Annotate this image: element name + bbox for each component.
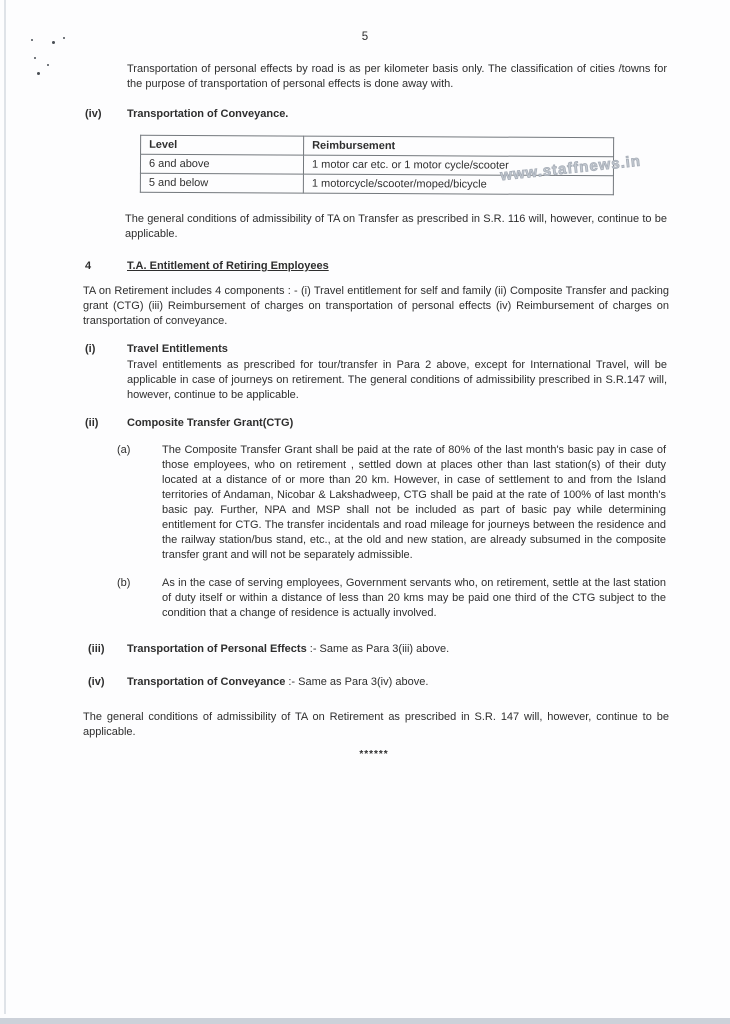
sub-item-a-body: The Composite Transfer Grant shall be paid at the rate of 80% of the last month's basic pay in case of those employees, who on retirement , settled down at places other than last station(s) of their duty located at a distance of or more than 20 km. However, in case of settlement to and from the Island territories of Andaman, Nicobar & Lakshadweep, CTG shall be paid at the rate of 100% of last month's basic pay. Further, NPA and MSP shall not be included as part of basic pay while determining entitlement for CTG. The transfer incidentals and road mileage for journeys between the residence and the railway station/bus stand, etc., at the old and new station, are already subsumed in the composite transfer grant and will not be separately admissible. bbox=[162, 444, 666, 561]
section4-heading-row bbox=[85, 259, 329, 274]
item-label: (iv) bbox=[85, 108, 102, 120]
item-iv-suffix: :- Same as Para 3(iv) above. bbox=[285, 676, 429, 688]
item-label: (iii) bbox=[88, 643, 105, 655]
end-of-document-mark: ****** bbox=[359, 749, 389, 760]
table-cell-level: 5 and below bbox=[140, 173, 303, 193]
sr116-paragraph: The general conditions of admissibility of TA on Transfer as prescribed in S.R. 116 will, however, continue to be applicable. bbox=[125, 213, 667, 240]
item-iii-row bbox=[88, 642, 449, 657]
scan-speck bbox=[37, 72, 40, 75]
page-left-edge-shadow bbox=[4, 0, 6, 1014]
sr147-paragraph: The general conditions of admissibility of TA on Retirement as prescribed in S.R. 147 will, however, continue to be applicable. bbox=[83, 711, 669, 738]
table-header-row bbox=[141, 135, 614, 156]
conveyance-heading: Transportation of Conveyance. bbox=[127, 108, 289, 120]
item-iii-suffix: :- Same as Para 3(iii) above. bbox=[306, 643, 450, 655]
item-ii-heading-row bbox=[85, 416, 293, 431]
item-iv-heading: Transportation of Conveyance bbox=[127, 676, 286, 688]
item-i-heading-row bbox=[85, 342, 228, 357]
item-ii-heading: Composite Transfer Grant(CTG) bbox=[127, 417, 294, 429]
section4-heading: T.A. Entitlement of Retiring Employees bbox=[127, 260, 329, 272]
item-iv-row bbox=[88, 675, 428, 690]
sub-item-b-body: As in the case of serving employees, Government servants who, on retirement, settle at the last station of duty itself or within a distance of less than 20 kms may be paid one third of the CTG subject to the condition that a change of residence is actually involved. bbox=[162, 577, 666, 619]
retirement-intro-paragraph: TA on Retirement includes 4 components : - (i) Travel entitlement for self and family (ii) Composite Transfer and packing grant (CTG) (iii) Reimbursement of charges on transportation of personal effects (iv) Reimbursement of charges on transportation of conveyance. bbox=[83, 285, 669, 327]
item-i-heading: Travel Entitlements bbox=[127, 343, 228, 355]
staffnews-watermark: www.staffnews.in bbox=[499, 152, 642, 185]
page-number: 5 bbox=[361, 31, 369, 43]
intro-paragraph: Transportation of personal effects by road is as per kilometer basis only. The classification of cities /towns for the purpose of transportation of personal effects is done away with. bbox=[127, 63, 667, 90]
item-label: (iv) bbox=[88, 676, 105, 688]
sub-item-a-label: (a) bbox=[117, 444, 131, 456]
section-number: 4 bbox=[85, 260, 92, 272]
item-i-body: Travel entitlements as prescribed for tour/transfer in Para 2 above, except for International Travel, will be applicable in case of journeys on retirement. The general conditions of admissibility prescribed in S.R.147 will, however, continue to be applicable. bbox=[127, 359, 667, 401]
sub-item-b-label: (b) bbox=[117, 577, 131, 589]
item-iii-heading: Transportation of Personal Effects bbox=[127, 643, 307, 655]
scan-speck bbox=[47, 64, 49, 66]
conveyance-heading-row bbox=[85, 107, 288, 122]
scan-speck bbox=[34, 57, 36, 59]
table-cell-reimbursement: 1 motorcycle/scooter/moped/bicycle bbox=[303, 174, 613, 195]
table-cell-reimbursement: 1 motor car etc. or 1 motor cycle/scooter bbox=[303, 155, 613, 176]
table-cell-level: 6 and above bbox=[140, 154, 303, 174]
item-label: (ii) bbox=[85, 417, 99, 429]
page-bottom-edge-shadow bbox=[0, 1018, 730, 1024]
table-header-level: Level bbox=[141, 135, 304, 155]
table-header-reimbursement: Reimbursement bbox=[304, 136, 614, 157]
item-label: (i) bbox=[85, 343, 96, 355]
